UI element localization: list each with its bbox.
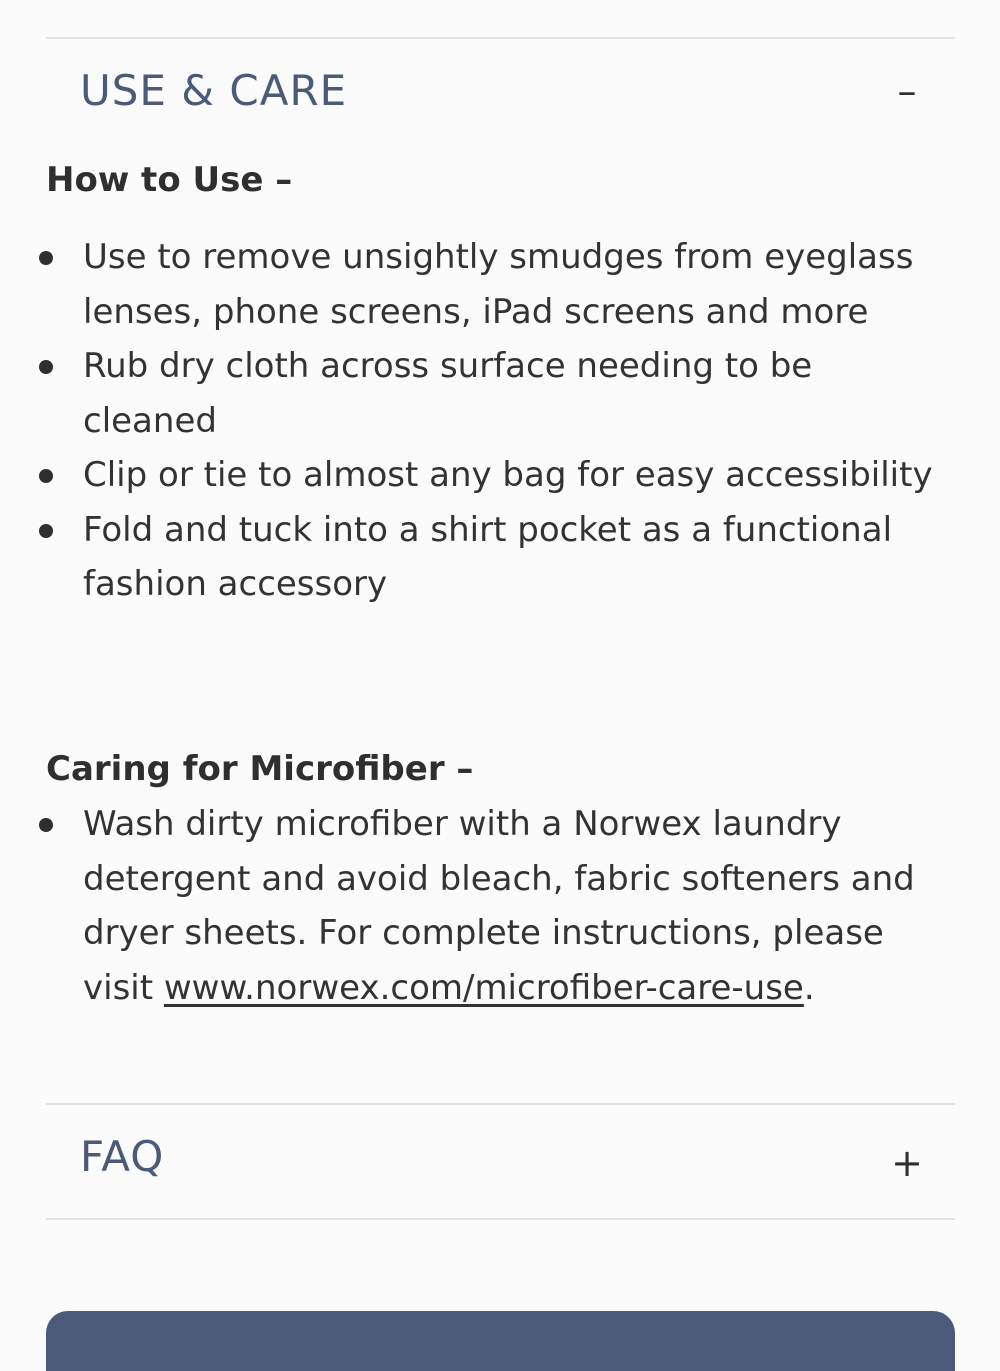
faq-accordion-header[interactable]: [46, 1105, 955, 1215]
use-care-accordion-header[interactable]: [46, 39, 955, 149]
bullet-icon: [39, 818, 53, 832]
faq-title: FAQ: [80, 1132, 165, 1181]
divider-bottom: [46, 1218, 955, 1220]
list-item: [46, 797, 946, 1015]
caring-for-microfiber-heading: Caring for Microfiber –: [46, 749, 474, 789]
caring-list: [46, 797, 946, 1015]
caring-text-end: .: [803, 967, 815, 1008]
how-to-use-heading: How to Use –: [46, 160, 293, 200]
add-to-cart-button[interactable]: [46, 1311, 955, 1371]
list-item: [46, 230, 946, 339]
microfiber-care-link[interactable]: www.norwex.com/microfiber-care-use: [163, 967, 804, 1008]
bullet-icon: [39, 251, 53, 265]
minus-icon[interactable]: –: [897, 69, 917, 113]
use-care-title: USE & CARE: [80, 66, 348, 115]
list-item-text: Rub dry cloth across surface needing to be cleaned: [83, 346, 813, 441]
list-item: [46, 339, 946, 448]
caring-text: Wash dirty microfiber with a Norwex laundry detergent and avoid bleach, fabric softeners and dryer sheets. For complete instructions, please visit: [83, 804, 915, 1008]
bullet-icon: [39, 524, 53, 538]
bullet-icon: [39, 360, 53, 374]
list-item: [46, 448, 946, 503]
plus-icon[interactable]: +: [891, 1141, 923, 1185]
list-item-text: Clip or tie to almost any bag for easy accessibility: [83, 455, 933, 495]
list-item-text: Fold and tuck into a shirt pocket as a functional fashion accessory: [83, 509, 893, 604]
list-item: [46, 503, 946, 612]
bullet-icon: [39, 469, 53, 483]
how-to-use-list: [46, 230, 946, 612]
list-item-text: Use to remove unsightly smudges from eyeglass lenses, phone screens, iPad screens and more: [83, 237, 914, 332]
